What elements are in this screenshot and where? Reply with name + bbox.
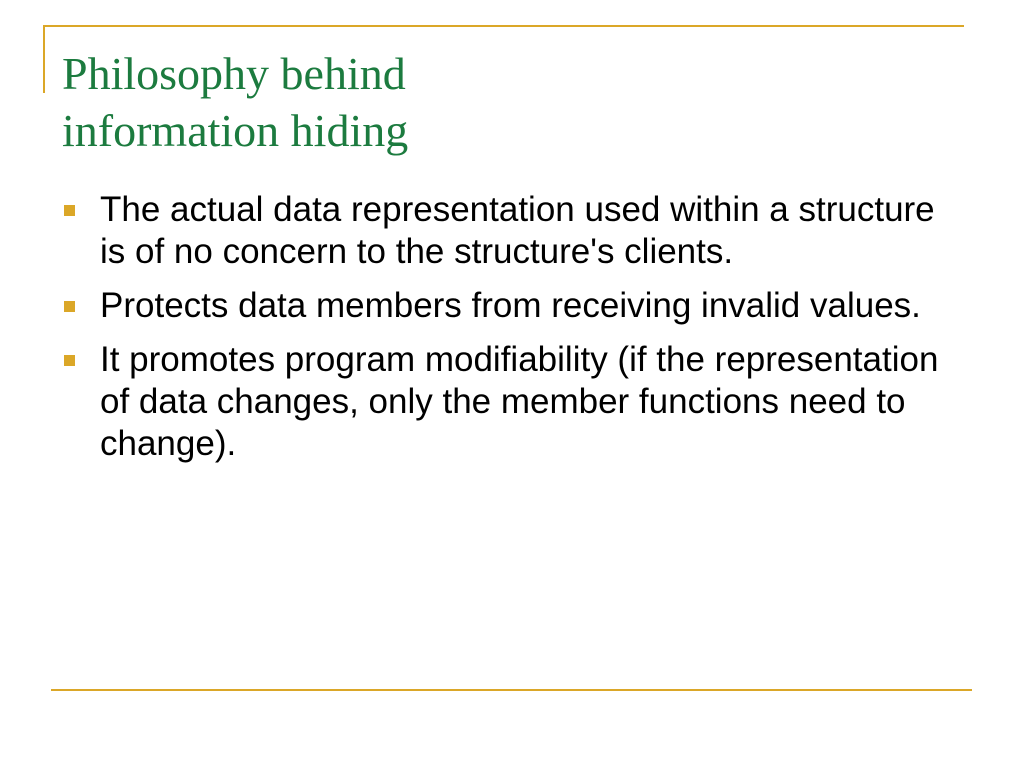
- slide-title: [62, 46, 942, 159]
- square-bullet-icon: [64, 205, 75, 216]
- left-accent-line: [43, 25, 45, 93]
- square-bullet-icon: [64, 301, 75, 312]
- bullet-text: It promotes program modifiability (if the representation of data changes, only the member functions need to change).: [100, 340, 939, 463]
- slide-title-line-2: information hiding: [62, 104, 409, 156]
- bullet-item: [62, 285, 962, 327]
- square-bullet-icon: [64, 355, 75, 366]
- bullet-item: [62, 189, 962, 273]
- bottom-divider-line: [51, 689, 972, 691]
- bullet-text: The actual data representation used within a structure is of no concern to the structure's clients.: [100, 190, 935, 271]
- top-divider-line: [43, 25, 964, 27]
- bullet-list: [62, 189, 962, 477]
- slide-title-line-1: Philosophy behind: [62, 48, 406, 99]
- bullet-text: Protects data members from receiving invalid values.: [100, 286, 921, 325]
- bullet-item: [62, 339, 962, 465]
